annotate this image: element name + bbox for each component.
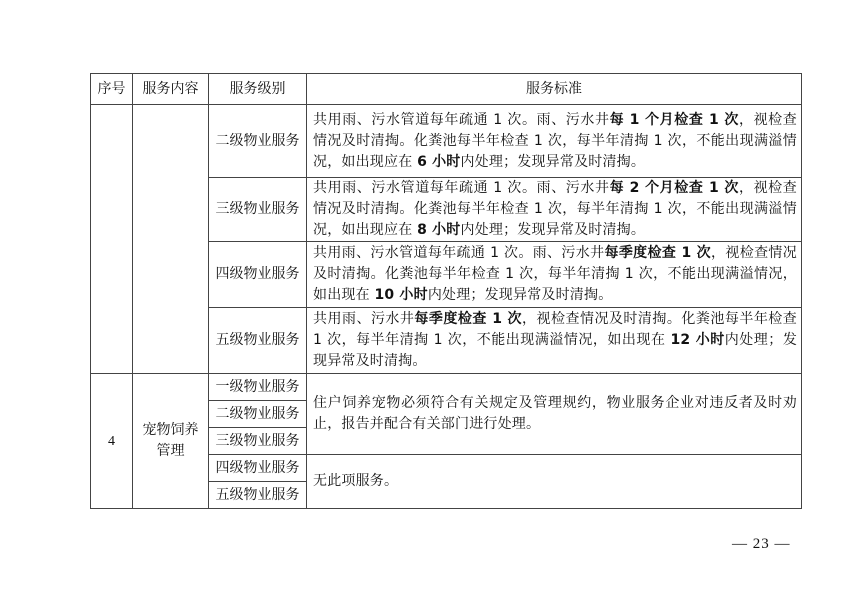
table-row	[91, 374, 802, 401]
level-cell: 三级物业服务	[209, 178, 307, 242]
level-cell: 三级物业服务	[209, 428, 307, 455]
header-row	[91, 74, 802, 105]
header-level: 服务级别	[209, 74, 307, 105]
header-content: 服务内容	[133, 74, 209, 105]
page-number: — 23 —	[732, 536, 791, 552]
standard-cell: 共用雨、污水管道每年疏通 1 次。雨、污水井每 1 个月检查 1 次，视检查情况及时清掏。化粪池每半年检查 1 次，每半年清掏 1 次，不能出现满溢情况，如出现应在 6 小时内处理；发现异常及时清掏。	[307, 105, 802, 178]
level-cell: 四级物业服务	[209, 242, 307, 308]
standard-cell: 共用雨、污水管道每年疏通 1 次。雨、污水井每 2 个月检查 1 次，视检查情况及时清掏。化粪池每半年检查 1 次，每半年清掏 1 次，不能出现满溢情况，如出现应在 8 小时内处理；发现异常及时清掏。	[307, 178, 802, 242]
num-cell-empty	[91, 105, 133, 374]
level-cell: 四级物业服务	[209, 455, 307, 482]
level-cell: 二级物业服务	[209, 401, 307, 428]
standard-cell: 共用雨、污水管道每年疏通 1 次。雨、污水井每季度检查 1 次，视检查情况及时清掏。化粪池每半年检查 1 次，每半年清掏 1 次，不能出现满溢情况，如出现在 10 小时内处理；发现异常及时清掏。	[307, 242, 802, 308]
row-number: 4	[91, 374, 133, 509]
header-num: 序号	[91, 74, 133, 105]
service-content: 宠物饲养管理	[133, 374, 209, 509]
standard-cell: 共用雨、污水井每季度检查 1 次，视检查情况及时清掏。化粪池每半年检查 1 次，每半年清掏 1 次，不能出现满溢情况，如出现在 12 小时内处理；发现异常及时清掏。	[307, 308, 802, 374]
content-cell-empty	[133, 105, 209, 374]
standard-cell: 住户饲养宠物必须符合有关规定及管理规约，物业服务企业对违反者及时劝止，报告并配合有关部门进行处理。	[307, 374, 802, 455]
level-cell: 二级物业服务	[209, 105, 307, 178]
level-cell: 一级物业服务	[209, 374, 307, 401]
header-standard: 服务标准	[307, 74, 802, 105]
table-row	[91, 105, 802, 178]
service-standards-table	[90, 73, 802, 509]
level-cell: 五级物业服务	[209, 482, 307, 509]
level-cell: 五级物业服务	[209, 308, 307, 374]
standard-cell: 无此项服务。	[307, 455, 802, 509]
